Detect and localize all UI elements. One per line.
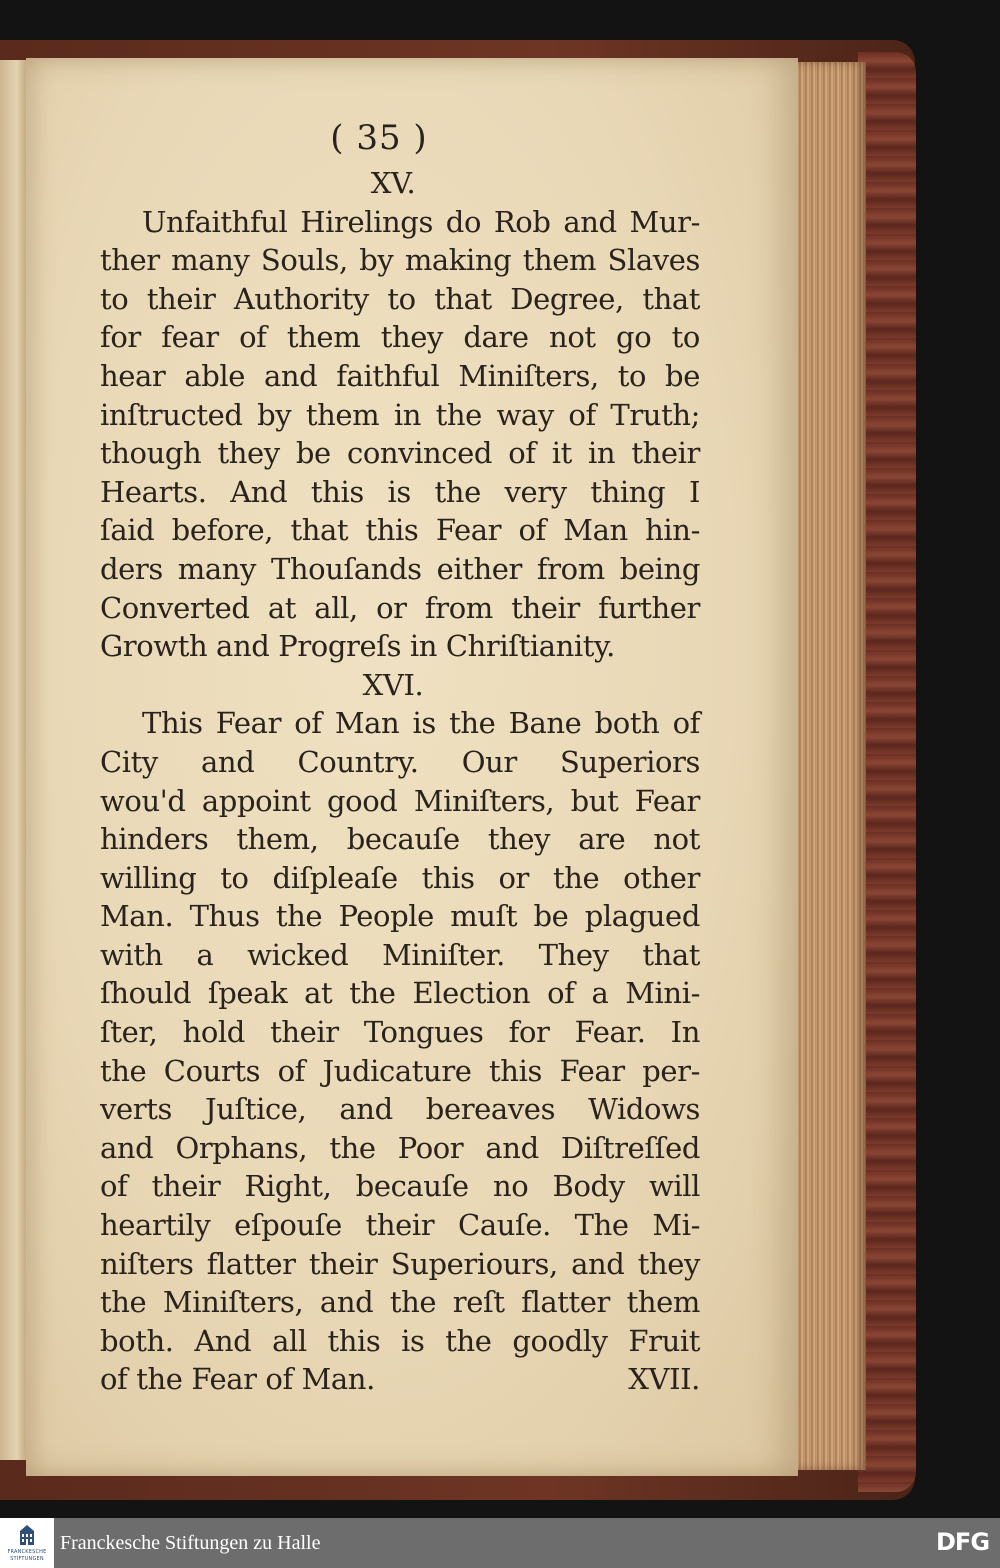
text-line: the Miniſters, and the reſt flatter them bbox=[100, 1285, 700, 1320]
logo-text: FRANCKESCHE bbox=[7, 1549, 47, 1555]
text-line: Unfaithful Hirelings do Rob and Mur- bbox=[142, 204, 700, 239]
section-heading: XVI. bbox=[362, 667, 424, 702]
page-number: ( 35 ) bbox=[330, 118, 428, 158]
page-block-edge bbox=[792, 62, 866, 1470]
last-line bbox=[100, 1360, 700, 1399]
text-line: ſhould ſpeak at the Election of a Mini- bbox=[100, 976, 700, 1011]
text-line: wou'd appoint good Miniſters, but Fear bbox=[100, 783, 700, 818]
cover-fore-edge bbox=[858, 52, 916, 1492]
text-line: Man. Thus the People muſt be plagued bbox=[100, 899, 700, 934]
text-line: of their Right, becauſe no Body will bbox=[100, 1169, 700, 1204]
building-icon bbox=[20, 1525, 34, 1545]
page-text bbox=[100, 112, 700, 1399]
text-line: the Courts of Judicature this Fear per- bbox=[100, 1053, 700, 1088]
dfg-logo[interactable]: DFG bbox=[936, 1528, 990, 1556]
text-line: This Fear of Man is the Bane both of bbox=[142, 706, 700, 741]
text-line: ſter, hold their Tongues for Fear. In bbox=[100, 1015, 700, 1050]
text-line: Growth and Progreſs in Chriſtianity. bbox=[100, 629, 615, 664]
logo-text: STIFTUNGEN bbox=[10, 1556, 44, 1562]
text-line: willing to diſpleaſe this or the other bbox=[100, 860, 700, 895]
text-line: with a wicked Miniſter. They that bbox=[100, 937, 700, 972]
left-page-edge bbox=[0, 60, 28, 1460]
text-line: Hearts. And this is the very thing I bbox=[100, 474, 700, 509]
text-line: of the Fear of Man. bbox=[100, 1362, 375, 1397]
text-line: ther many Souls, by making them Slaves bbox=[100, 243, 700, 278]
text-line: and Orphans, the Poor and Diſtreſſed bbox=[100, 1130, 700, 1165]
catchword: XVII. bbox=[628, 1362, 700, 1397]
text-line: Converted at all, or from their further bbox=[100, 590, 700, 625]
franckesche-logo[interactable] bbox=[0, 1518, 54, 1568]
text-line: hinders them, becauſe they are not bbox=[100, 822, 700, 857]
text-line: for fear of them they dare not go to bbox=[100, 320, 700, 355]
text-line: verts Juſtice, and bereaves Widows bbox=[100, 1092, 700, 1127]
section-heading: XV. bbox=[370, 166, 416, 200]
footer-bar bbox=[0, 1518, 1000, 1568]
text-line: heartily eſpouſe their Cauſe. The Mi- bbox=[100, 1208, 700, 1243]
text-line: City and Country. Our Superiors bbox=[100, 744, 700, 779]
institution-name[interactable]: Franckesche Stiftungen zu Halle bbox=[60, 1532, 321, 1554]
text-line: niſters flatter their Superiours, and they bbox=[100, 1246, 700, 1281]
text-line: both. And all this is the goodly Fruit bbox=[100, 1323, 700, 1358]
text-line: though they be convinced of it in their bbox=[100, 436, 700, 471]
text-line: inſtructed by them in the way of Truth; bbox=[100, 397, 700, 432]
text-line: ſaid before, that this Fear of Man hin- bbox=[100, 513, 700, 548]
text-line: hear able and faithful Miniſters, to be bbox=[100, 358, 700, 393]
text-line: ders many Thouſands either from being bbox=[100, 551, 700, 586]
text-line: to their Authority to that Degree, that bbox=[100, 281, 700, 316]
